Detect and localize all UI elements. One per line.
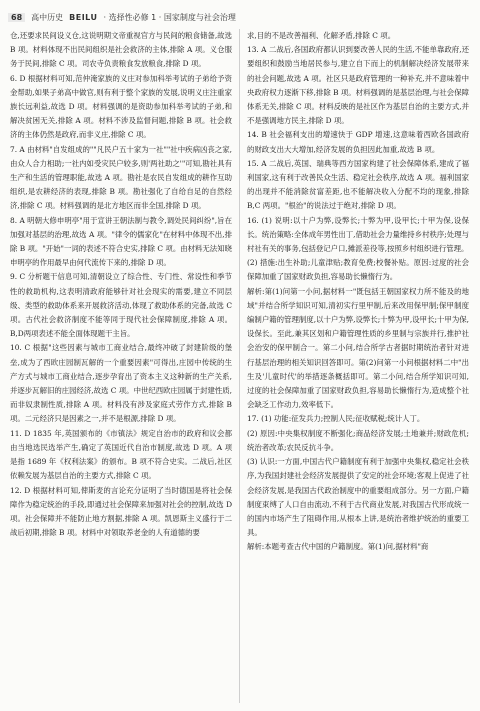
answer-paragraph: 仓,还要求民间设义仓,这说明期文帝重视官方与民间的粮食储备,故选 B 项。材料体现不出民间组织是社会救济的主体,排除 A 项。义仓服务于民间,排除 C 项。司农寺负责粮食发放粮食,排除 D 项。: [10, 31, 232, 69]
answer-paragraph: 10. C 根据"这些因素与城市工商业结合,最终冲破了封建阶级的堡垒,成为了西欧庄园制瓦解的一个重要因素"可得出,庄园中传统的生产方式与城市工商业结合,逐步孕育出了资本主义这种新的生产关系,并逐步瓦解旧的庄园经济,故选 C 项。中世纪西欧庄园属于封建性质,而非奴隶制性质,排除 A 项。材料没有涉及家庭式劳作方式,排除 B 项。二元经济只是因素之一,并不是根源,排除 D 项。: [10, 343, 232, 424]
subject-title: 高中历史: [31, 12, 64, 22]
answer-paragraph: 13. A 二战后,各国政府都认识到要改善人民的生活,不能单靠政府,还要组织和鼓励当地居民参与,建立自下而上的机制解决经济发展带来的社会问题,故选 A 项。社区只是政府管理的一种补充,并不意味着中央政府权力逐渐下移,排除 B 项。材料强调的是基层治理,与社会保障体系无关,排除 C 项。材料反映的是社区作为基层自治的主要方式,并不是强调地方民主,排除 D 项。: [247, 45, 469, 126]
answer-paragraph: 7. A 由材料"自发组成的""凡民户五十家为一社""社中疾病凶丧之家,由众人合力相助;一社内如受灾民户较多,则'两社助之'"可知,勘社具有生产和生活的管理职能,故选 A 项。勘社是农民自发组成的耕作互助组织,是农耕经济的表现,排除 B 项。勘社强化了自给自足的自然经济,排除 C 项。材料强调的是北方地区而非全国,排除 D 项。: [10, 144, 232, 211]
answer-paragraph: 8. A 明朝大修申明亭"用于宣讲王朝法制与教令,调处民间纠纷",旨在加强对基层的治理,故选 A 项。"律令的儒家化"在材料中体现不出,排除 B 项。"开始"一词的表述不符合史实,排除 C 项。由材料无法知晓申明亭的作用最早由何代流传下来的,排除 D 项。: [10, 215, 232, 268]
answer-paragraph: (2) 措施:出生补助;儿童津贴;教育免费;校餐补贴。原因:过度的社会保障加重了国家财政负担,容易助长懒惰行为。: [247, 258, 469, 282]
answer-paragraph: 6. D 根据材料可知,范仲淹家族的义庄对参加科举考试的子弟给予资金帮助,如果子弟高中做官,则有利于整个家族的发展,说明义庄注重家族长远利益,故选 D 项。材料强调的是资助参加科举考试的子弟,和解决贫困无关,排除 A 项。材料不涉及监督问题,排除 B 项。社会救济的主体仍然是政府,而非义庄,排除 C 项。: [10, 73, 232, 140]
answer-paragraph: 11. D 1835 年,英国颁布的《市镇法》规定自治市的政府和议会都由当地选民选举产生,确定了英国近代自治市制度,故选 D 项。A 项是指 1689 年《权利法案》的颁布。B 项不符合史实。二战后,社区依赖发展为基层自治的主要方式,排除 C 项。: [10, 428, 232, 481]
answer-paragraph: 9. C 分析题干信息可知,清朝设立了综合性、专门性、常设性和季节性的救助机构,这表明清政府能够针对社会现实的需要,建立不同层级、类型的救助体系来开展救济活动,体现了救助体系的完备,故选 C 项。古代社会救济制度不能等同于现代社会保障制度,排除 A 项。B,D两项表述不能全面体现题干主旨。: [10, 272, 232, 339]
answer-paragraph: 解析:第(1)问第一小问,据材料一"既包括王朝国家权力所不能及的地域"并结合所学知识可知,清初实行里甲制,后来改用保甲制;保甲制度编制户籍的管理制度,以十户为弊,设弊长;十弊为甲,设甲长;十甲为保,设保长。至此,兼其区划和户籍管理性质的乡里制与宗族并行,推护社会治安的保甲制合一。第二小问,结合所学古者据时期统治者针对进行基层治理的相关知识回答即可。第(2)问第一小问根据材料二中"出生及'儿童时代'的举措逐条概括即可。第二小问,结合所学知识可知,过度的社会保障加重了国家财政负担,容易助长懒惰行为,造成整个社会缺乏工作动力,效率低下。: [247, 286, 469, 410]
answer-paragraph: 15. A 二战后,英国、瑞典等西方国家构建了社会保障体系,建成了福利国家,这有利于改善民众生活、稳定社会秩序,故选 A 项。福利国家的出现并不能消除贫富差距,也不能解决收入分配不均的现象,排除 B,C 两项。"根治"的说法过于绝对,排除 D 项。: [247, 158, 469, 211]
right-column: [247, 29, 469, 705]
brand-logo: BEILU: [69, 12, 98, 22]
column-divider: [239, 29, 240, 703]
answer-paragraph: 16. (1) 说明:以十户为弊,设弊长;十弊为甲,设甲长;十甲为保,设保长。统治策略:全体成年男性出丁,借助社会力量维持乡村秩序;处理与村社有关的事务,包括登记户口,摊派差役等,按照乡村组织进行管理。: [247, 215, 469, 254]
page-number: 68: [8, 13, 25, 22]
answer-paragraph: 12. D 根据材料可知,俾斯麦的言论充分证明了当时德国是将社会保障作为稳定统治的手段,即通过社会保障来加强对社会的控制,故选 D 项。社会保障并不能防止地方割据,排除 A 项。凯恩斯主义盛行于二战后初期,排除 B 项。材料中对领取养老金的人有道德的要: [10, 485, 232, 538]
answer-paragraph: 求,目的不是改善福利、化解矛盾,排除 C 项。: [247, 31, 396, 40]
answer-paragraph: 解析:本题考查古代中国的户籍制度。第(1)问,据材料"商: [247, 542, 429, 552]
book-title: · 选择性必修 1 · 国家制度与社会治理: [103, 12, 236, 22]
page-header: [8, 10, 470, 24]
left-column: [10, 29, 232, 705]
answer-paragraph: (2) 原因:中央集权制度不断强化;商品经济发展;土地兼并;财政危机;统治者改革;农民反抗斗争。: [247, 428, 469, 452]
answer-paragraph: (3) 认识:一方面,中国古代户籍制度有利于加强中央集权,稳定社会秩序,为我国封建社会经济发展提供了安定的社会环境;客观上促进了社会经济发展,是我国古代政治制度中的重要组成部分。另一方面,户籍制度束缚了人口自由流动,不利于古代商业发展,对我国古代形成统一的国内市场产生了阻碍作用,从根本上讲,是统治者维护统治的重要工具。: [247, 457, 469, 538]
answer-paragraph: 14. B 社会福利支出的增速快于 GDP 增速,这意味着西欧各国政府的财政支出大大增加,经济发展的负担因此加重,故选 B 项。: [247, 130, 469, 154]
answer-paragraph: 17. (1) 功能:征发兵力;控制人民;征收赋税;统计人丁。: [247, 414, 425, 424]
